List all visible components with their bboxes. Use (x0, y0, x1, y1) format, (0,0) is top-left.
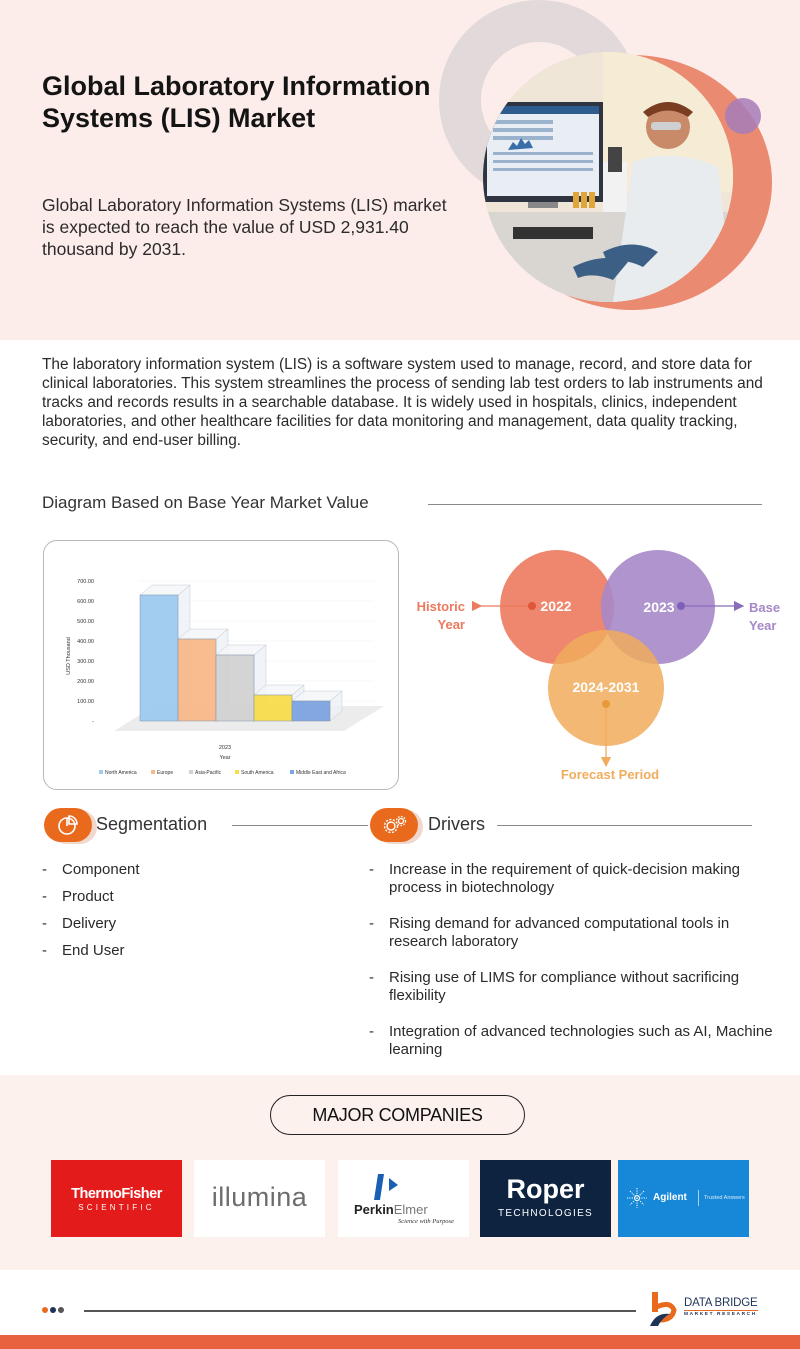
legend-label: Asia-Pacific (195, 770, 222, 776)
legend-swatch (99, 770, 103, 774)
perkinelmer-mark-icon (374, 1174, 404, 1200)
bar (178, 639, 216, 721)
forecast-label: Forecast Period (560, 767, 660, 782)
footer-dot (42, 1307, 48, 1313)
logo-subtext: SCIENTIFIC (78, 1203, 155, 1212)
logo-agilent (618, 1160, 749, 1237)
logo-subtext: TECHNOLOGIES (497, 1208, 594, 1219)
y-tick-label: 200.00 (77, 679, 94, 685)
bar (140, 595, 178, 721)
x-tick-label: 2023 (218, 745, 232, 751)
logo-text: Roper (506, 1174, 585, 1204)
divider (497, 825, 752, 826)
legend-label: Middle East and Africa (296, 770, 346, 776)
major-companies-heading: MAJOR COMPANIES (270, 1095, 525, 1135)
segment-item: - End User (42, 937, 342, 964)
bar (292, 701, 330, 721)
historic-label-1: Historic (416, 599, 465, 614)
segment-item: - Component (42, 856, 342, 883)
logo-thermofisher (51, 1160, 182, 1237)
hero-subtitle: Global Laboratory Information Systems (LIS) market is expected to reach the value of USD 2,931.40 thousand by 2031. (42, 195, 447, 259)
chart-canvas (44, 541, 400, 791)
base-label-1: Base (749, 600, 781, 615)
segmentation-list (42, 856, 342, 964)
legend-label: North America (105, 770, 137, 776)
bar-chart (43, 540, 399, 790)
segment-item: - Product (42, 883, 342, 910)
legend-swatch (151, 770, 155, 774)
market-description: The laboratory information system (LIS) is a software system used to manage, record, and store data for clinical laboratories. This system streamlines the process of sending lab test orders to lab instruments and tracks and records results in a searchable database. It is widely used in hospitals, clinics, independent laboratories, and other healthcare facilities for data monitoring and management, data quality tracking, security, and end-user billing. (42, 356, 763, 449)
driver-item: - Rising demand for advanced computational tools in research laboratory (369, 915, 789, 951)
logo-perkinelmer (338, 1160, 469, 1237)
y-tick-label: - (92, 719, 94, 725)
logo-text-part: Perkin (354, 1202, 394, 1217)
logo-text: Agilent (653, 1192, 687, 1203)
hero-section (0, 0, 800, 340)
bar (216, 655, 254, 721)
bar-middle-east-and-africa (292, 691, 342, 721)
hero-photo (483, 52, 733, 302)
bottom-accent-bar (0, 1335, 800, 1349)
logo-text-part: Elmer (393, 1202, 428, 1217)
drivers-badge (370, 808, 418, 842)
y-axis-label: USD Thousand (66, 637, 72, 675)
pie-chart-icon (57, 814, 79, 836)
legend-label: South America (241, 770, 274, 776)
y-tick-label: 300.00 (77, 659, 94, 665)
drivers-title: Drivers (428, 814, 485, 834)
footer (0, 1270, 800, 1335)
divider (428, 504, 762, 505)
drivers-list (369, 861, 789, 1077)
y-tick-label: 600.00 (77, 599, 94, 605)
major-companies-section (0, 1075, 800, 1270)
logo-roper (480, 1160, 611, 1237)
legend-label: Europe (157, 770, 174, 776)
brand-tagline: MARKET RESEARCH (684, 1312, 757, 1317)
driver-item: - Increase in the requirement of quick-decision making process in biotechnology (369, 861, 789, 897)
timeline-diagram (405, 540, 800, 790)
diagram-section-title: Diagram Based on Base Year Market Value (42, 493, 369, 512)
data-bridge-logo-icon (648, 1290, 680, 1328)
segment-item: - Delivery (42, 910, 342, 937)
legend-swatch (235, 770, 239, 774)
legend-swatch (189, 770, 193, 774)
logo-text: ThermoFisher (71, 1186, 162, 1202)
y-tick-label: 500.00 (77, 619, 94, 625)
legend-swatch (290, 770, 294, 774)
decorative-dot (725, 98, 761, 134)
footer-dot (50, 1307, 56, 1313)
divider (232, 825, 368, 826)
logo-divider (698, 1190, 699, 1206)
y-tick-label: 400.00 (77, 639, 94, 645)
logo-text: illumina (211, 1182, 308, 1212)
logo-subtext: Science with Purpose (398, 1218, 454, 1225)
y-tick-label: 100.00 (77, 699, 94, 705)
forecast-years: 2024-2031 (572, 679, 640, 695)
footer-dot (58, 1307, 64, 1313)
agilent-spark-icon (626, 1187, 648, 1209)
bar (254, 695, 292, 721)
gears-icon (383, 814, 407, 836)
driver-item: - Integration of advanced technologies such as AI, Machine learning (369, 1023, 789, 1059)
logo-illumina (194, 1160, 325, 1237)
logo-subtext: Trusted Answers (704, 1195, 745, 1201)
base-year: 2023 (643, 599, 675, 615)
logo-text (354, 1202, 428, 1217)
footer-divider (84, 1310, 636, 1312)
historic-year: 2022 (540, 598, 572, 614)
brand-name: DATA BRIDGE (684, 1297, 758, 1309)
page-title: Global Laboratory Information Systems (LIS) Market (42, 71, 431, 133)
y-tick-label: 700.00 (77, 579, 94, 585)
segmentation-badge (44, 808, 92, 842)
base-label-2: Year (749, 618, 777, 633)
segmentation-title: Segmentation (96, 814, 208, 834)
brand-rule (684, 1310, 758, 1311)
x-axis-label: Year (219, 755, 231, 761)
driver-item: - Rising use of LIMS for compliance without sacrificing flexibility (369, 969, 789, 1005)
historic-label-2: Year (437, 617, 465, 632)
